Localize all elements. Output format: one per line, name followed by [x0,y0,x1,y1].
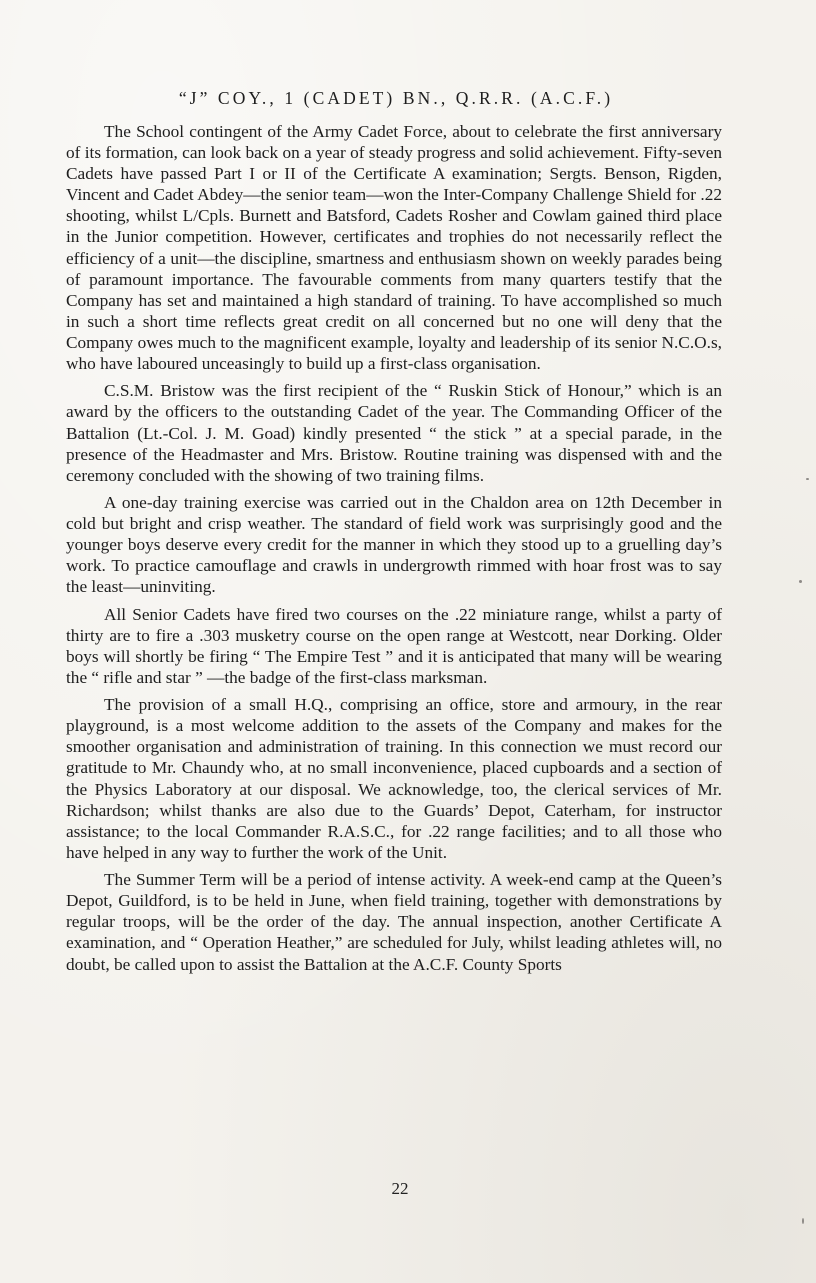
paper-speck [806,478,809,480]
section-heading: “J” COY., 1 (CADET) BN., Q.R.R. (A.C.F.) [178,88,614,108]
paper-speck [802,1218,804,1224]
page-number: 22 [391,1179,409,1198]
paper-speck [799,580,802,583]
paragraph-contingent-achievements: The School contingent of the Army Cadet Force, about to celebrate the first anniversary of its formation, can look back on a year of steady progress and solid achievement. Fifty-seven Cadets have passed Part I or II of the Certificate A examination; Sergts. Benson, Rigden, Vincent and Cadet Abdey—the senior team—won the Inter-Company Challenge Shield for .22 shooting, whilst L/Cpls. Burnett and Batsford, Cadets Rosher and Cowlam gained third place in the Junior competition. However, certificates and trophies do not necessarily reflect the efficiency of a unit—the discipline, smartness and enthusiasm shown on weekly parades being of paramount importance. The favourable comments from many quarters testify that the Company has set and maintained a high standard of training. To have accomplished so much in such a short time reflects great credit on all concerned but no one will deny that the Company owes much to the magnificent example, loyalty and leadership of its senior N.C.O.s, who have laboured unceasingly to build up a first-class organisation. [66,122,723,374]
paragraph-shooting-courses: All Senior Cadets have fired two courses on the .22 miniature range, whilst a party of thirty are to fire a .303 musketry course on the open range at Westcott, near Dorking. Older boys will shortly be firing “ The Empire Test ” and it is anticipated that many will be wearing the “ rifle and star ” —the badge of the first-class marksman. [66,604,722,687]
paragraph-stick-of-honour: C.S.M. Bristow was the first recipient of the “ Ruskin Stick of Honour,” which is an award by the officers to the outstanding Cadet of the year. The Commanding Officer of the Battalion (Lt.-Col. J. M. Goad) kindly presented “ the stick ” at a special parade, in the presence of the Headmaster and Mrs. Bristow. Routine training was dispensed with and the ceremony concluded with the showing of two training films. [66,381,722,485]
paragraph-training-exercise: A one-day training exercise was carried out in the Chaldon area on 12th December in cold but bright and crisp weather. The standard of field work was surprisingly good and the younger boys deserve every credit for the manner in which they stood up to a gruelling day’s work. To practice camouflage and crawls in undergrowth rimmed with hoar frost was to say the least—uninviting. [66,492,722,597]
paragraph-summer-term: The Summer Term will be a period of intense activity. A week-end camp at the Queen’s Depot, Guildford, is to be held in June, when field training, together with demonstrations by regular troops, will be the order of the day. The annual inspection, another Certificate A examination, and “ Operation Heather,” are scheduled for July, whilst leading athletes will, no doubt, be called upon to assist the Battalion at the A.C.F. County Sports [66,870,722,974]
paragraph-headquarters: The provision of a small H.Q., comprising an office, store and armoury, in the rear playground, is a most welcome addition to the assets of the Company and makes for the smoother organisation and administration of training. In this connection we must record our gratitude to Mr. Chaundy who, at no small inconvenience, placed cupboards and a section of the Physics Laboratory at our disposal. We acknowledge, too, the clerical services of Mr. Richardson; whilst thanks are also due to the Guards’ Depot, Caterham, for instructor assistance; to the local Commander R.A.S.C., for .22 range facilities; and to all those who have helped in any way to further the work of the Unit. [66,695,722,862]
article-body [66,121,722,981]
